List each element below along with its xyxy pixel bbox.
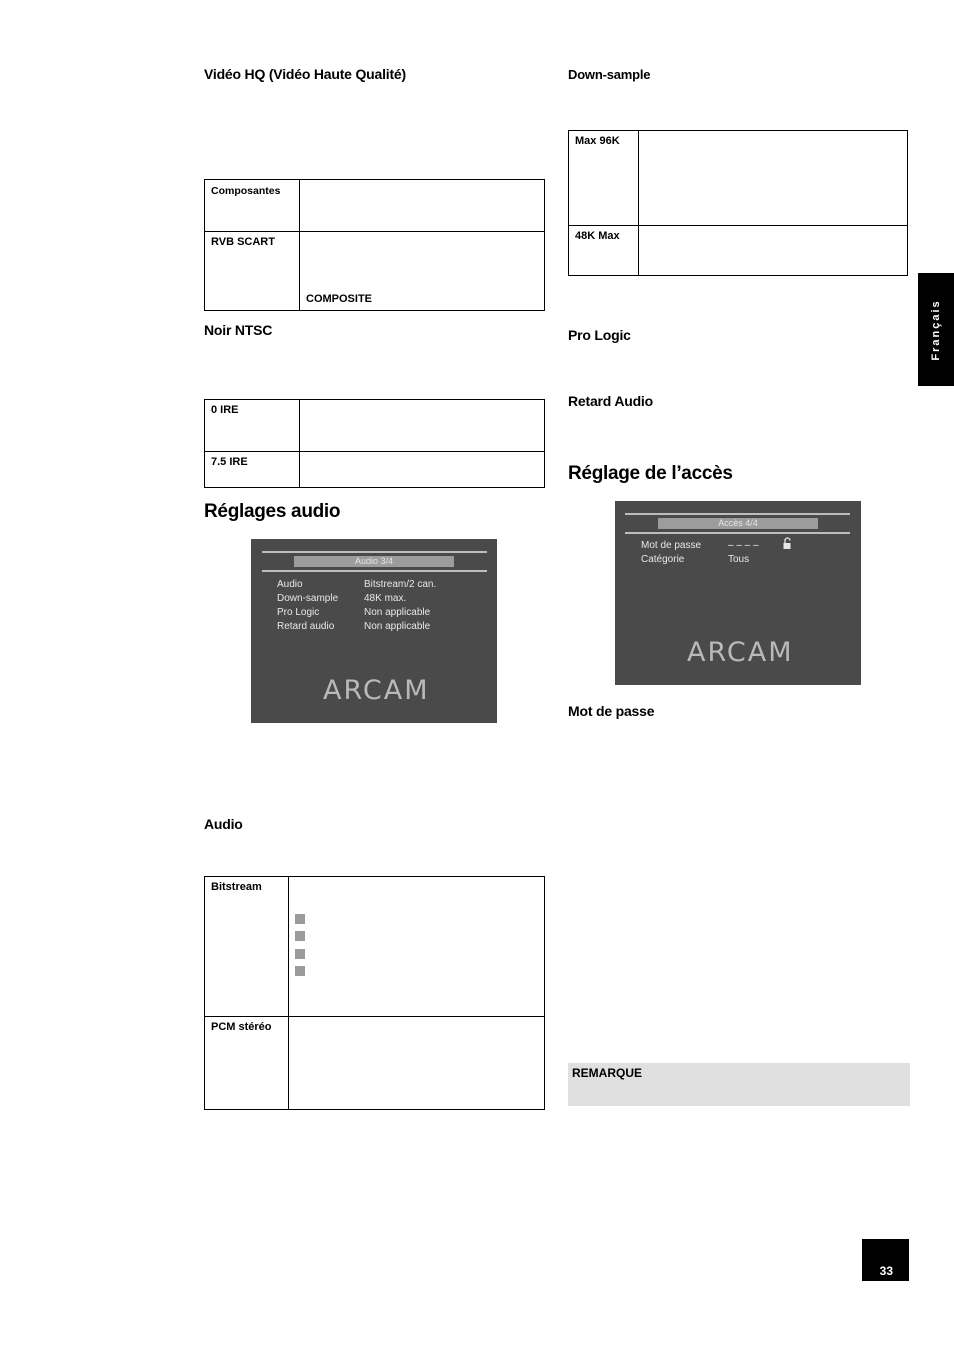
divider <box>262 570 487 572</box>
section-title-audio: Réglages audio <box>204 501 341 522</box>
arcam-logo: ARCAM <box>323 675 430 706</box>
divider <box>625 532 850 534</box>
heading-video-hq: Vidéo HQ (Vidéo Haute Qualité) <box>204 66 406 82</box>
table-row <box>205 231 544 311</box>
menu-title-bar: Audio 3/4 <box>294 556 454 567</box>
menu-label: Pro Logic <box>277 607 320 618</box>
bullet-icon <box>295 966 305 976</box>
table-row-label: Max 96K <box>575 135 620 147</box>
lock-icon <box>782 537 792 550</box>
heading-down-sample: Down-sample <box>568 67 651 82</box>
table-row-label: RVB SCART <box>211 236 275 248</box>
divider <box>625 513 850 515</box>
section-title-access: Réglage de l’accès <box>568 463 733 484</box>
heading-pro-logic: Pro Logic <box>568 327 631 343</box>
bullet-icon <box>295 949 305 959</box>
heading-noir-ntsc: Noir NTSC <box>204 322 273 338</box>
heading-audio: Audio <box>204 816 243 832</box>
audio-menu-screenshot <box>251 539 497 723</box>
table-row-label: Bitstream <box>211 881 262 893</box>
language-tab-label: Français <box>930 298 942 361</box>
table-row-label: 0 IRE <box>211 404 239 416</box>
menu-label: Audio <box>277 579 303 590</box>
video-hq-table <box>204 179 545 311</box>
heading-retard-audio: Retard Audio <box>568 393 653 409</box>
menu-label: Down-sample <box>277 593 339 604</box>
note-box <box>568 1063 910 1106</box>
table-row <box>205 400 544 451</box>
table-row-label: Composantes <box>211 185 281 197</box>
table-row <box>205 1016 544 1110</box>
menu-value: Non applicable <box>364 621 431 632</box>
table-row-label: PCM stéréo <box>211 1021 272 1033</box>
table-row <box>205 877 544 1016</box>
audio-table <box>204 876 545 1110</box>
bullet-icon <box>295 914 305 924</box>
table-row <box>569 131 907 225</box>
menu-label: Catégorie <box>641 554 685 565</box>
bullet-icon <box>295 931 305 941</box>
table-cell-note: COMPOSITE <box>306 293 373 305</box>
menu-title-bar: Accès 4/4 <box>658 518 818 529</box>
menu-value: Non applicable <box>364 607 431 618</box>
menu-value: 48K max. <box>364 593 407 604</box>
menu-value: Bitstream/2 can. <box>364 579 437 590</box>
table-row-label: 7.5 IRE <box>211 456 248 468</box>
divider <box>262 551 487 553</box>
menu-value: Tous <box>728 554 750 565</box>
table-row <box>205 451 544 488</box>
menu-label: Retard audio <box>277 621 335 632</box>
table-row <box>205 180 544 231</box>
arcam-logo: ARCAM <box>687 637 794 668</box>
page-number-box <box>862 1239 909 1281</box>
menu-value: – – – – <box>728 540 759 551</box>
language-tab <box>918 273 954 386</box>
menu-label: Mot de passe <box>641 540 702 551</box>
down-sample-table <box>568 130 908 276</box>
table-row <box>569 225 907 276</box>
page-number: 33 <box>879 1264 893 1278</box>
note-label: REMARQUE <box>572 1066 643 1080</box>
access-menu-screenshot <box>615 501 861 685</box>
noir-ntsc-table <box>204 399 545 488</box>
heading-mot-de-passe: Mot de passe <box>568 703 655 719</box>
table-row-label: 48K Max <box>575 230 620 242</box>
